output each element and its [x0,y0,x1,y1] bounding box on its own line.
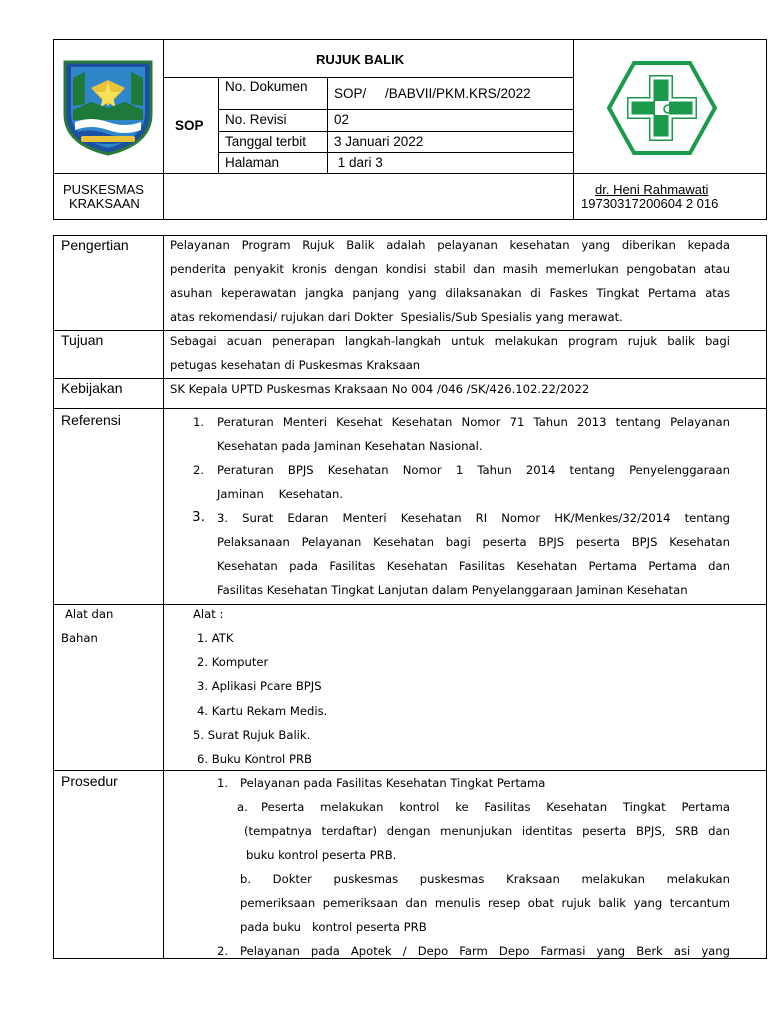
puskesmas-logo [607,61,717,155]
referensi-item-line: 3. Surat Edaran Menteri Kesehatan RI Nomor HK/Menkes/32/2014 tentang [217,511,730,525]
referensi-item-number: 2. [193,463,205,477]
prosedur-item-text: Pelayanan pada Fasilitas Kesehatan Tingkat Pertama [240,776,546,790]
alat-item: 3. Aplikasi Pcare BPJS [197,679,322,693]
kebijakan-text: SK Kepala UPTD Puskesmas Kraksaan No 004 /046 /SK/426.102.22/2022 [170,382,590,396]
referensi-label: Referensi [61,412,121,428]
prosedur-subitem-line: buku kontrol peserta PRB. [246,848,397,862]
alat-item: 2. Komputer [197,655,269,669]
crest-icon [61,58,155,156]
revision-key: No. Revisi [225,112,287,127]
signer-name: dr. Heni Rahmawati [595,182,709,197]
referensi-item-line: Fasilitas Kesehatan Tingkat Lanjutan dalam Penyelanggaraan Jaminan Kesehatan [217,583,688,597]
kebijakan-label: Kebijakan [61,380,123,396]
regency-crest [61,58,155,156]
referensi-item-line: Kesehatan pada Fasilitas Kesehatan Fasilitas Kesehatan Pertama Pertama dan [217,559,730,573]
referensi-item-line: Peraturan BPJS Kesehatan Nomor 1 Tahun 2014 tentang Penyelenggaraan [217,463,730,477]
tujuan-label: Tujuan [61,332,104,348]
revision-value: 02 [334,112,350,127]
signer-nip: 19730317200604 2 016 [581,196,719,211]
prosedur-subitem-line: b. Dokter puskesmas puskesmas Kraksaan melakukan melakukan [240,872,730,886]
referensi-item-line: Kesehatan pada Jaminan Kesehatan Nasional. [217,439,483,453]
prosedur-label: Prosedur [61,773,118,789]
alat-item: 4. Kartu Rekam Medis. [197,704,328,718]
prosedur-subitem-line: pemeriksaan pemeriksaan dan menulis resep obat rujuk balik yang tercantum [240,896,730,910]
prosedur-subitem-line: Peserta melakukan kontrol ke Fasilitas Kesehatan Tingkat Pertama [261,800,730,814]
alat-label-line1: Alat dan [65,607,114,621]
prosedur-item-number: 2. [217,944,229,958]
prosedur-item-text: Pelayanan pada Apotek / Depo Farm Depo Farmasi yang Berk asi yang [240,944,730,958]
doc-number-value: SOP/ /BABVII/PKM.KRS/2022 [334,86,531,101]
sop-label: SOP [175,118,204,133]
page-key: Halaman [225,155,280,170]
pengertian-line: Pelayanan Program Rujuk Balik adalah pelayanan kesehatan yang diberikan kepada [170,238,730,252]
alat-item: 5. Surat Rujuk Balik. [193,728,311,742]
prosedur-subitem-number: a. [237,800,248,814]
pengertian-line: penderita penyakit kronis dengan kondisi stabil dan masih memerlukan pengobatan atau [170,262,730,276]
pengertian-label: Pengertian [61,237,129,253]
sop-title: RUJUK BALIK [316,52,405,67]
referensi-item-number: 1. [193,415,205,429]
alat-label-line2: Bahan [61,631,98,645]
doc-number-key: No. Dokumen [225,79,308,94]
tujuan-line: petugas kesehatan di Puskesmas Kraksaan [170,358,421,372]
health-cross-icon [607,61,717,155]
alat-item: 6. Buku Kontrol PRB [197,752,312,766]
org-name-line2: KRAKSAAN [69,196,140,211]
prosedur-subitem-line: (tempatnya terdaftar) dengan menunjukan identitas peserta BPJS, SRB dan [244,824,730,838]
referensi-item-line: Pelaksanaan Pelayanan Kesehatan bagi peserta BPJS peserta BPJS Kesehatan [217,535,730,549]
tujuan-line: Sebagai acuan penerapan langkah-langkah untuk melakukan program rujuk balik bagi [170,334,730,348]
org-name-line1: PUSKESMAS [63,182,144,197]
referensi-item-number: 3. [192,509,205,525]
page-value: 1 dari 3 [334,155,383,170]
prosedur-subitem-line: pada buku kontrol peserta PRB [240,920,427,934]
referensi-item-line: Jaminan Kesehatan. [217,487,344,501]
alat-heading: Alat : [193,607,224,621]
pengertian-line: atas rekomendasi/ rujukan dari Dokter Spesialis/Sub Spesialis yang merawat. [170,310,623,324]
pengertian-line: asuhan keperawatan jangka panjang yang dilaksanakan di Faskes Tingkat Pertama atas [170,286,730,300]
issue-date-key: Tanggal terbit [225,134,307,149]
alat-item: 1. ATK [197,631,234,645]
referensi-item-line: Peraturan Menteri Kesehat Kesehatan Nomor 71 Tahun 2013 tentang Pelayanan [217,415,730,429]
issue-date-value: 3 Januari 2022 [334,134,424,149]
prosedur-item-number: 1. [217,776,229,790]
